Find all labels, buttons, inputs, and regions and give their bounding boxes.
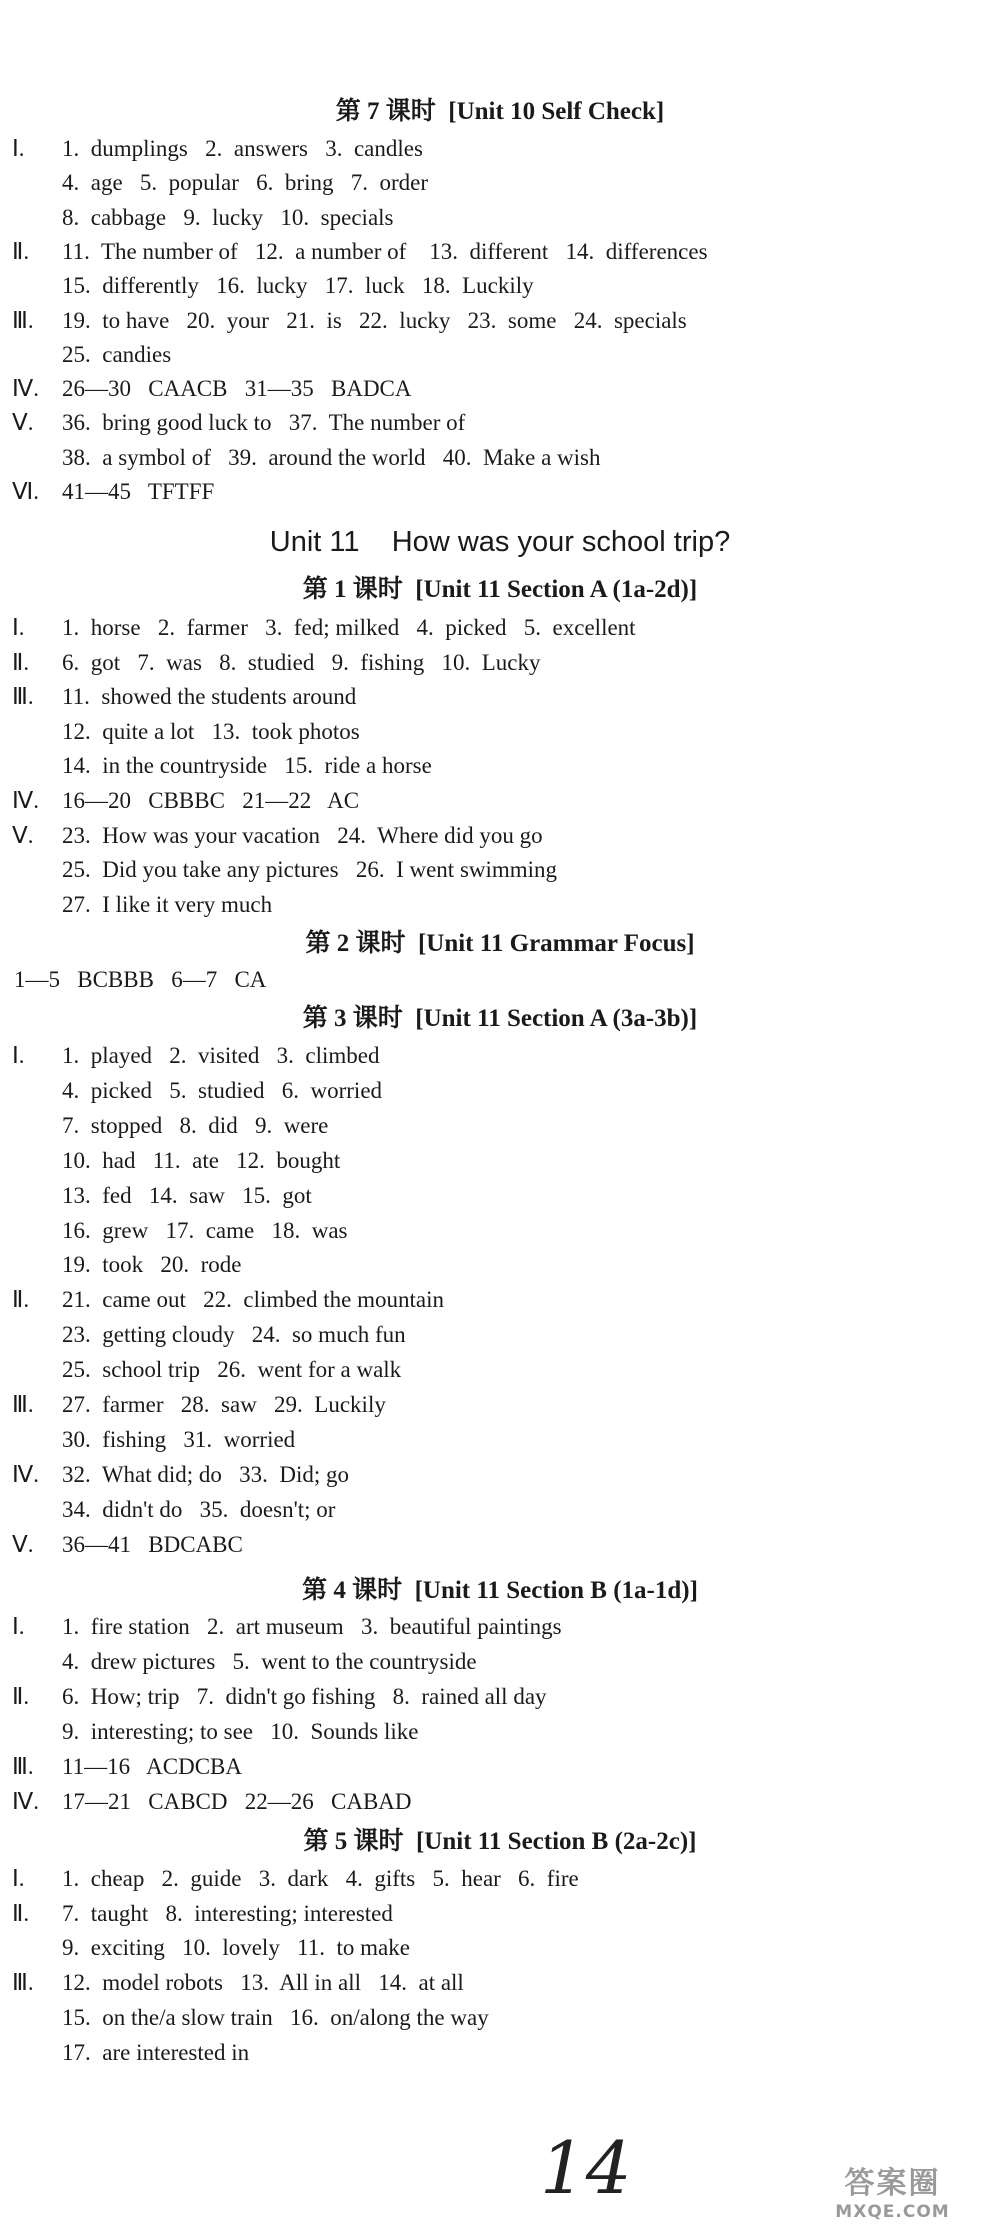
answer-text: 16—20 CBBBC 21—22 AC: [62, 788, 360, 813]
answer-text: 27. farmer 28. saw 29. Luckily: [62, 1392, 386, 1417]
part-numeral: Ⅱ.: [12, 1684, 30, 1709]
answer-text: 11. showed the students around: [62, 684, 357, 710]
part-numeral: Ⅵ.: [12, 479, 39, 504]
answer-text: 1. fire station 2. art museum 3. beautiful paintings: [62, 1614, 562, 1639]
part-numeral: Ⅰ.: [12, 615, 25, 640]
answer-text: 41—45 TFTFF: [62, 479, 215, 504]
part-numeral: Ⅰ.: [12, 1614, 25, 1639]
answer-text: 36. bring good luck to 37. The number of: [62, 410, 466, 436]
part-numeral: Ⅲ.: [12, 307, 34, 333]
answer-text: 1. horse 2. farmer 3. fed; milked 4. picked 5. excellent: [62, 615, 636, 640]
answer-text: 4. picked 5. studied 6. worried: [62, 1077, 383, 1103]
part-numeral: Ⅲ.: [12, 684, 34, 710]
answer-text: 12. quite a lot 13. took photos: [62, 718, 360, 744]
answer-text: 6. got 7. was 8. studied 9. fishing 10. Lucky: [62, 649, 541, 675]
answer-text: 4. age 5. popular 6. bring 7. order: [62, 170, 429, 196]
answer-text: 21. came out 22. climbed the mountain: [62, 1287, 444, 1313]
answer-text: 19. to have 20. your 21. is 22. lucky 23. some 24. specials: [62, 307, 687, 333]
part-numeral: Ⅱ.: [12, 238, 30, 264]
part-numeral: Ⅳ.: [12, 1461, 39, 1487]
answer-text: 10. had 11. ate 12. bought: [62, 1147, 341, 1173]
unit-title: Unit 11 How was your school trip?: [269, 526, 731, 558]
part-numeral: Ⅲ.: [12, 1754, 34, 1779]
section-heading-unit11-lesson2: 第 2 课时 [Unit 11 Grammar Focus]: [305, 930, 695, 957]
part-numeral: Ⅳ.: [12, 376, 39, 402]
answer-text: 25. candies: [62, 341, 172, 367]
part-numeral: Ⅴ.: [12, 1531, 34, 1557]
part-numeral: Ⅰ.: [12, 1866, 25, 1891]
answer-text: 19. took 20. rode: [62, 1252, 242, 1278]
part-numeral: Ⅰ.: [12, 136, 25, 161]
answer-text: 1. played 2. visited 3. climbed: [62, 1043, 380, 1068]
answer-text: 1. cheap 2. guide 3. dark 4. gifts 5. hear 6. fire: [62, 1866, 579, 1891]
part-numeral: Ⅴ.: [12, 410, 34, 436]
section-heading-unit11-lesson4: 第 4 课时 [Unit 11 Section B (1a-1d)]: [302, 1577, 698, 1604]
part-numeral: Ⅱ.: [12, 649, 30, 675]
answer-text: 38. a symbol of 39. around the world 40. Make a wish: [62, 444, 601, 470]
answer-text: 17—21 CABCD 22—26 CABAD: [62, 1789, 412, 1814]
answer-text: 36—41 BDCABC: [62, 1531, 243, 1557]
part-numeral: Ⅲ.: [12, 1392, 34, 1417]
answer-text: 9. exciting 10. lovely 11. to make: [62, 1935, 410, 1961]
answer-text: 27. I like it very much: [62, 891, 273, 917]
part-numeral: Ⅱ.: [12, 1900, 30, 1926]
answer-text: 13. fed 14. saw 15. got: [62, 1182, 312, 1208]
watermark-logo: 答案圈: [844, 2166, 941, 2201]
part-numeral: Ⅱ.: [12, 1287, 30, 1313]
part-numeral: Ⅰ.: [12, 1043, 25, 1068]
answer-text: 25. Did you take any pictures 26. I went swimming: [62, 857, 558, 883]
part-numeral: Ⅲ.: [12, 1970, 34, 1996]
answer-text: 15. differently 16. lucky 17. luck 18. Luckily: [62, 273, 534, 299]
answer-text: 1. dumplings 2. answers 3. candles: [62, 136, 423, 161]
answer-text: 7. stopped 8. did 9. were: [62, 1112, 329, 1138]
answer-text: 12. model robots 13. All in all 14. at all: [62, 1970, 464, 1996]
answer-text: 11. The number of 12. a number of 13. different 14. differences: [62, 238, 708, 264]
handwritten-page-number: 14: [540, 2126, 632, 2210]
answer-text: 30. fishing 31. worried: [62, 1426, 296, 1452]
section-heading-unit11-lesson3: 第 3 课时 [Unit 11 Section A (3a-3b)]: [302, 1005, 698, 1032]
watermark: [795, 2158, 990, 2228]
answer-text: 7. taught 8. interesting; interested: [62, 1900, 393, 1926]
answer-text: 6. How; trip 7. didn't go fishing 8. rained all day: [62, 1684, 547, 1709]
section-heading-unit11-lesson5: 第 5 课时 [Unit 11 Section B (2a-2c)]: [303, 1828, 697, 1855]
section-heading-unit10-self-check: 第 7 课时 [Unit 10 Self Check]: [335, 98, 665, 125]
answer-text: 15. on the/a slow train 16. on/along the way: [62, 2004, 489, 2030]
answer-text: 14. in the countryside 15. ride a horse: [62, 753, 432, 779]
answer-text: 17. are interested in: [62, 2039, 250, 2065]
answer-text: 26—30 CAACB 31—35 BADCA: [62, 376, 412, 402]
answer-text: 25. school trip 26. went for a walk: [62, 1357, 402, 1383]
answer-text: 23. How was your vacation 24. Where did you go: [62, 822, 543, 848]
answer-text: 1—5 BCBBB 6—7 CA: [14, 967, 267, 992]
answer-text: 9. interesting; to see 10. Sounds like: [62, 1719, 419, 1744]
part-numeral: Ⅳ.: [12, 1789, 39, 1814]
answer-text: 4. drew pictures 5. went to the countryside: [62, 1649, 477, 1674]
watermark-url: MXQE.COM: [835, 2202, 950, 2222]
part-numeral: Ⅳ.: [12, 788, 39, 813]
answer-text: 32. What did; do 33. Did; go: [62, 1461, 350, 1487]
section-heading-unit11-lesson1: 第 1 课时 [Unit 11 Section A (1a-2d)]: [302, 576, 698, 603]
answer-text: 16. grew 17. came 18. was: [62, 1217, 348, 1243]
answer-text: 8. cabbage 9. lucky 10. specials: [62, 204, 394, 230]
answer-text: 23. getting cloudy 24. so much fun: [62, 1322, 406, 1348]
answer-text: 11—16 ACDCBA: [62, 1754, 242, 1779]
part-numeral: Ⅴ.: [12, 822, 34, 848]
answer-text: 34. didn't do 35. doesn't; or: [62, 1496, 336, 1522]
